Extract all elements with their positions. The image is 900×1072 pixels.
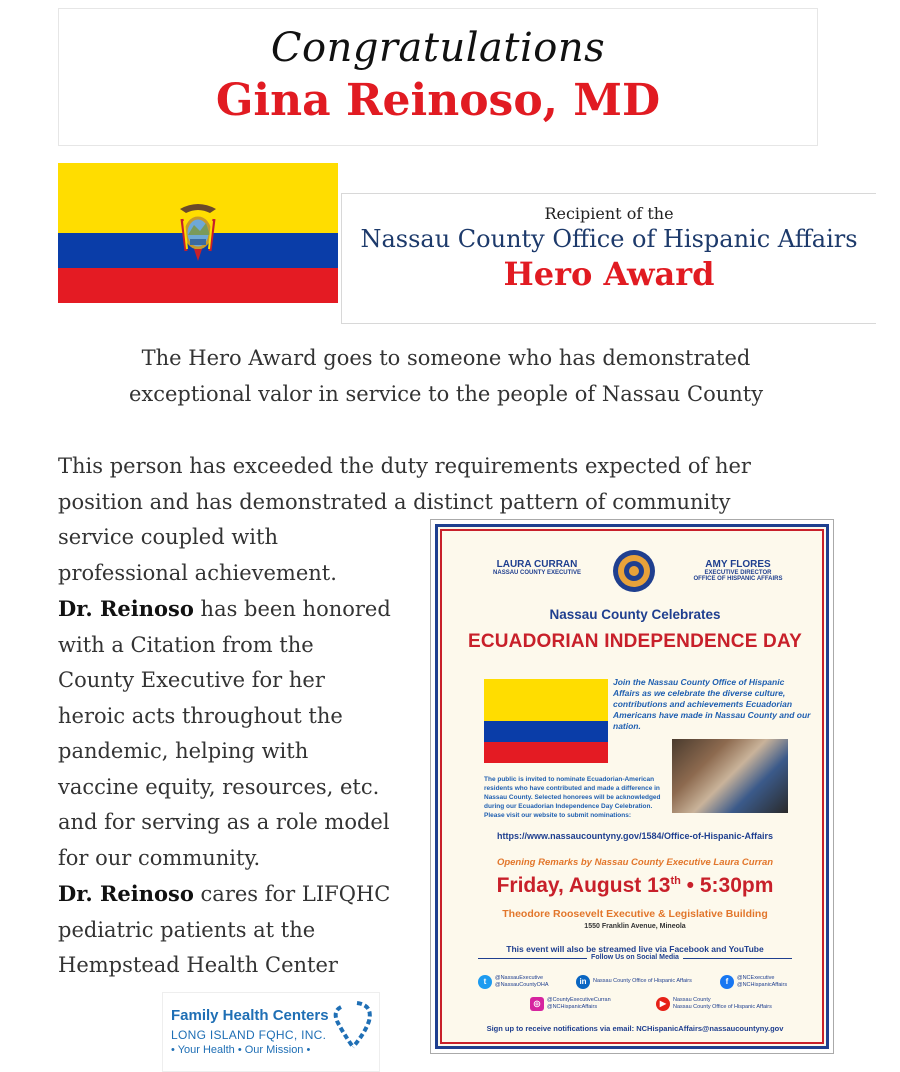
- honoree-name: Gina Reinoso, MD: [215, 75, 661, 126]
- flyer-signup: Sign up to receive notifications via email: NCHispanicAffairs@nassaucountyny.gov: [486, 1024, 784, 1033]
- date-main: Friday, August 13: [496, 874, 671, 897]
- paragraph-line: heroic acts throughout the: [58, 703, 343, 728]
- instagram-icon: ◎: [530, 997, 544, 1011]
- logo-title: Family Health Centers: [171, 1007, 329, 1024]
- flyer-right-official: [678, 559, 798, 582]
- twitter-icon: t: [478, 975, 492, 989]
- flyer-left-official: [482, 559, 592, 576]
- flyer-building: Theodore Roosevelt Executive & Legislative Building: [502, 908, 768, 920]
- instagram-handle: @CountyExecutiveCurran: [547, 997, 611, 1003]
- paragraph-line: Hempstead Health Center: [58, 953, 338, 977]
- paragraph-text: cares for LIFQHC: [193, 882, 391, 906]
- twitter-handle: @NassauExecutive: [495, 975, 544, 981]
- follow-label: Follow Us on Social Media: [587, 954, 683, 961]
- facebook-handle: @NCHispanicAffairs: [737, 982, 788, 988]
- official-name: LAURA CURRAN: [496, 559, 578, 570]
- paragraph-line: vaccine equity, resources, etc.: [58, 774, 380, 799]
- flyer-url-link[interactable]: https://www.nassaucountyny.gov/1584/Office-of-Hispanic-Affairs: [496, 831, 774, 841]
- paragraph-line: and for serving as a role model: [58, 810, 390, 834]
- official-role: NASSAU COUNTY EXECUTIVE: [493, 570, 581, 576]
- paragraph-line: for our community.: [58, 845, 261, 870]
- heart-icon: [331, 997, 377, 1053]
- recipient-of-label: Recipient of the: [544, 204, 674, 223]
- flyer-follow-heading: [478, 954, 792, 969]
- tagline-line: exceptional valor in service to the people of Nassau County: [128, 382, 764, 406]
- ecuador-flag: [58, 163, 338, 303]
- flyer-address: 1550 Franklin Avenue, Mineola: [584, 923, 686, 930]
- event-flyer: [430, 519, 834, 1054]
- flyer-celebrates: Nassau County Celebrates: [549, 607, 721, 622]
- official-role: EXECUTIVE DIRECTOR: [704, 570, 772, 576]
- linkedin-text: Nassau County Office of Hispanic Affairs: [593, 978, 692, 984]
- congratulations-header: [58, 8, 818, 146]
- paragraph-line: pediatric patients at the: [58, 917, 316, 942]
- paragraph-line: pandemic, helping with: [58, 739, 309, 763]
- date-sup: th: [670, 875, 681, 887]
- twitter-handle: @NassauCountyOHA: [495, 982, 549, 988]
- dancers-photo: [672, 739, 788, 813]
- congratulations-text: Congratulations: [270, 25, 606, 71]
- family-health-centers-logo: [162, 992, 380, 1072]
- award-description: [58, 340, 834, 412]
- linkedin-icon: in: [576, 975, 590, 989]
- doctor-name-bold: Dr. Reinoso: [58, 881, 194, 906]
- instagram-handle: @NCHispanicAffairs: [547, 1004, 598, 1010]
- tagline-line: The Hero Award goes to someone who has demonstrated: [141, 346, 751, 370]
- flyer-event-title: ECUADORIAN INDEPENDENCE DAY: [467, 631, 803, 652]
- office-name: Nassau County Office of Hispanic Affairs: [360, 225, 858, 253]
- paragraph-line: This person has exceeded the duty requirements expected of her: [58, 454, 751, 478]
- award-info: [341, 193, 876, 324]
- paragraph-text: has been honored: [193, 597, 391, 621]
- flyer-nomination-note: The public is invited to nominate Ecuadorian-American residents who have contributed and made a difference in Nassau County. Selected honorees will be acknowledged during our Ecuadorian Independence Day Celebration. Please visit our website to submit nominations:: [484, 776, 661, 819]
- logo-subtitle: LONG ISLAND FQHC, INC.: [171, 1028, 327, 1042]
- coat-of-arms-icon: [176, 201, 220, 263]
- youtube-handle: Nassau County: [673, 997, 711, 1003]
- award-name: Hero Award: [503, 255, 715, 293]
- facebook-handle: @NCExecutive: [737, 975, 775, 981]
- flyer-remarks: Opening Remarks by Nassau County Executive Laura Curran: [496, 857, 774, 868]
- logo-tagline: • Your Health • Our Mission •: [171, 1044, 311, 1056]
- flyer-date: [438, 874, 832, 898]
- official-role: OFFICE OF HISPANIC AFFAIRS: [693, 576, 783, 582]
- paragraph-line: position and has demonstrated a distinct pattern of community: [58, 489, 731, 514]
- date-time: • 5:30pm: [680, 874, 774, 897]
- official-name: AMY FLORES: [705, 559, 771, 570]
- youtube-icon: ▶: [656, 997, 670, 1011]
- doctor-name-bold: Dr. Reinoso: [58, 596, 194, 621]
- paragraph-line: service coupled with: [58, 525, 278, 549]
- facebook-icon: f: [720, 975, 734, 989]
- flyer-intro: Join the Nassau County Office of Hispanic Affairs as we celebrate the diverse culture, contributions and achievements Ecuadorian Americans have made in Nassau County and our nation.: [613, 677, 811, 731]
- paragraph-line: with a Citation from the: [58, 632, 314, 657]
- county-seal-icon: [612, 549, 656, 593]
- flyer-flag: [484, 679, 608, 763]
- flyer-stream-note: This event will also be streamed live via Facebook and YouTube: [506, 944, 764, 954]
- paragraph-line: County Executive for her: [58, 668, 325, 692]
- youtube-handle: Nassau County Office of Hispanic Affairs: [673, 1004, 772, 1010]
- paragraph-line: professional achievement.: [58, 560, 337, 585]
